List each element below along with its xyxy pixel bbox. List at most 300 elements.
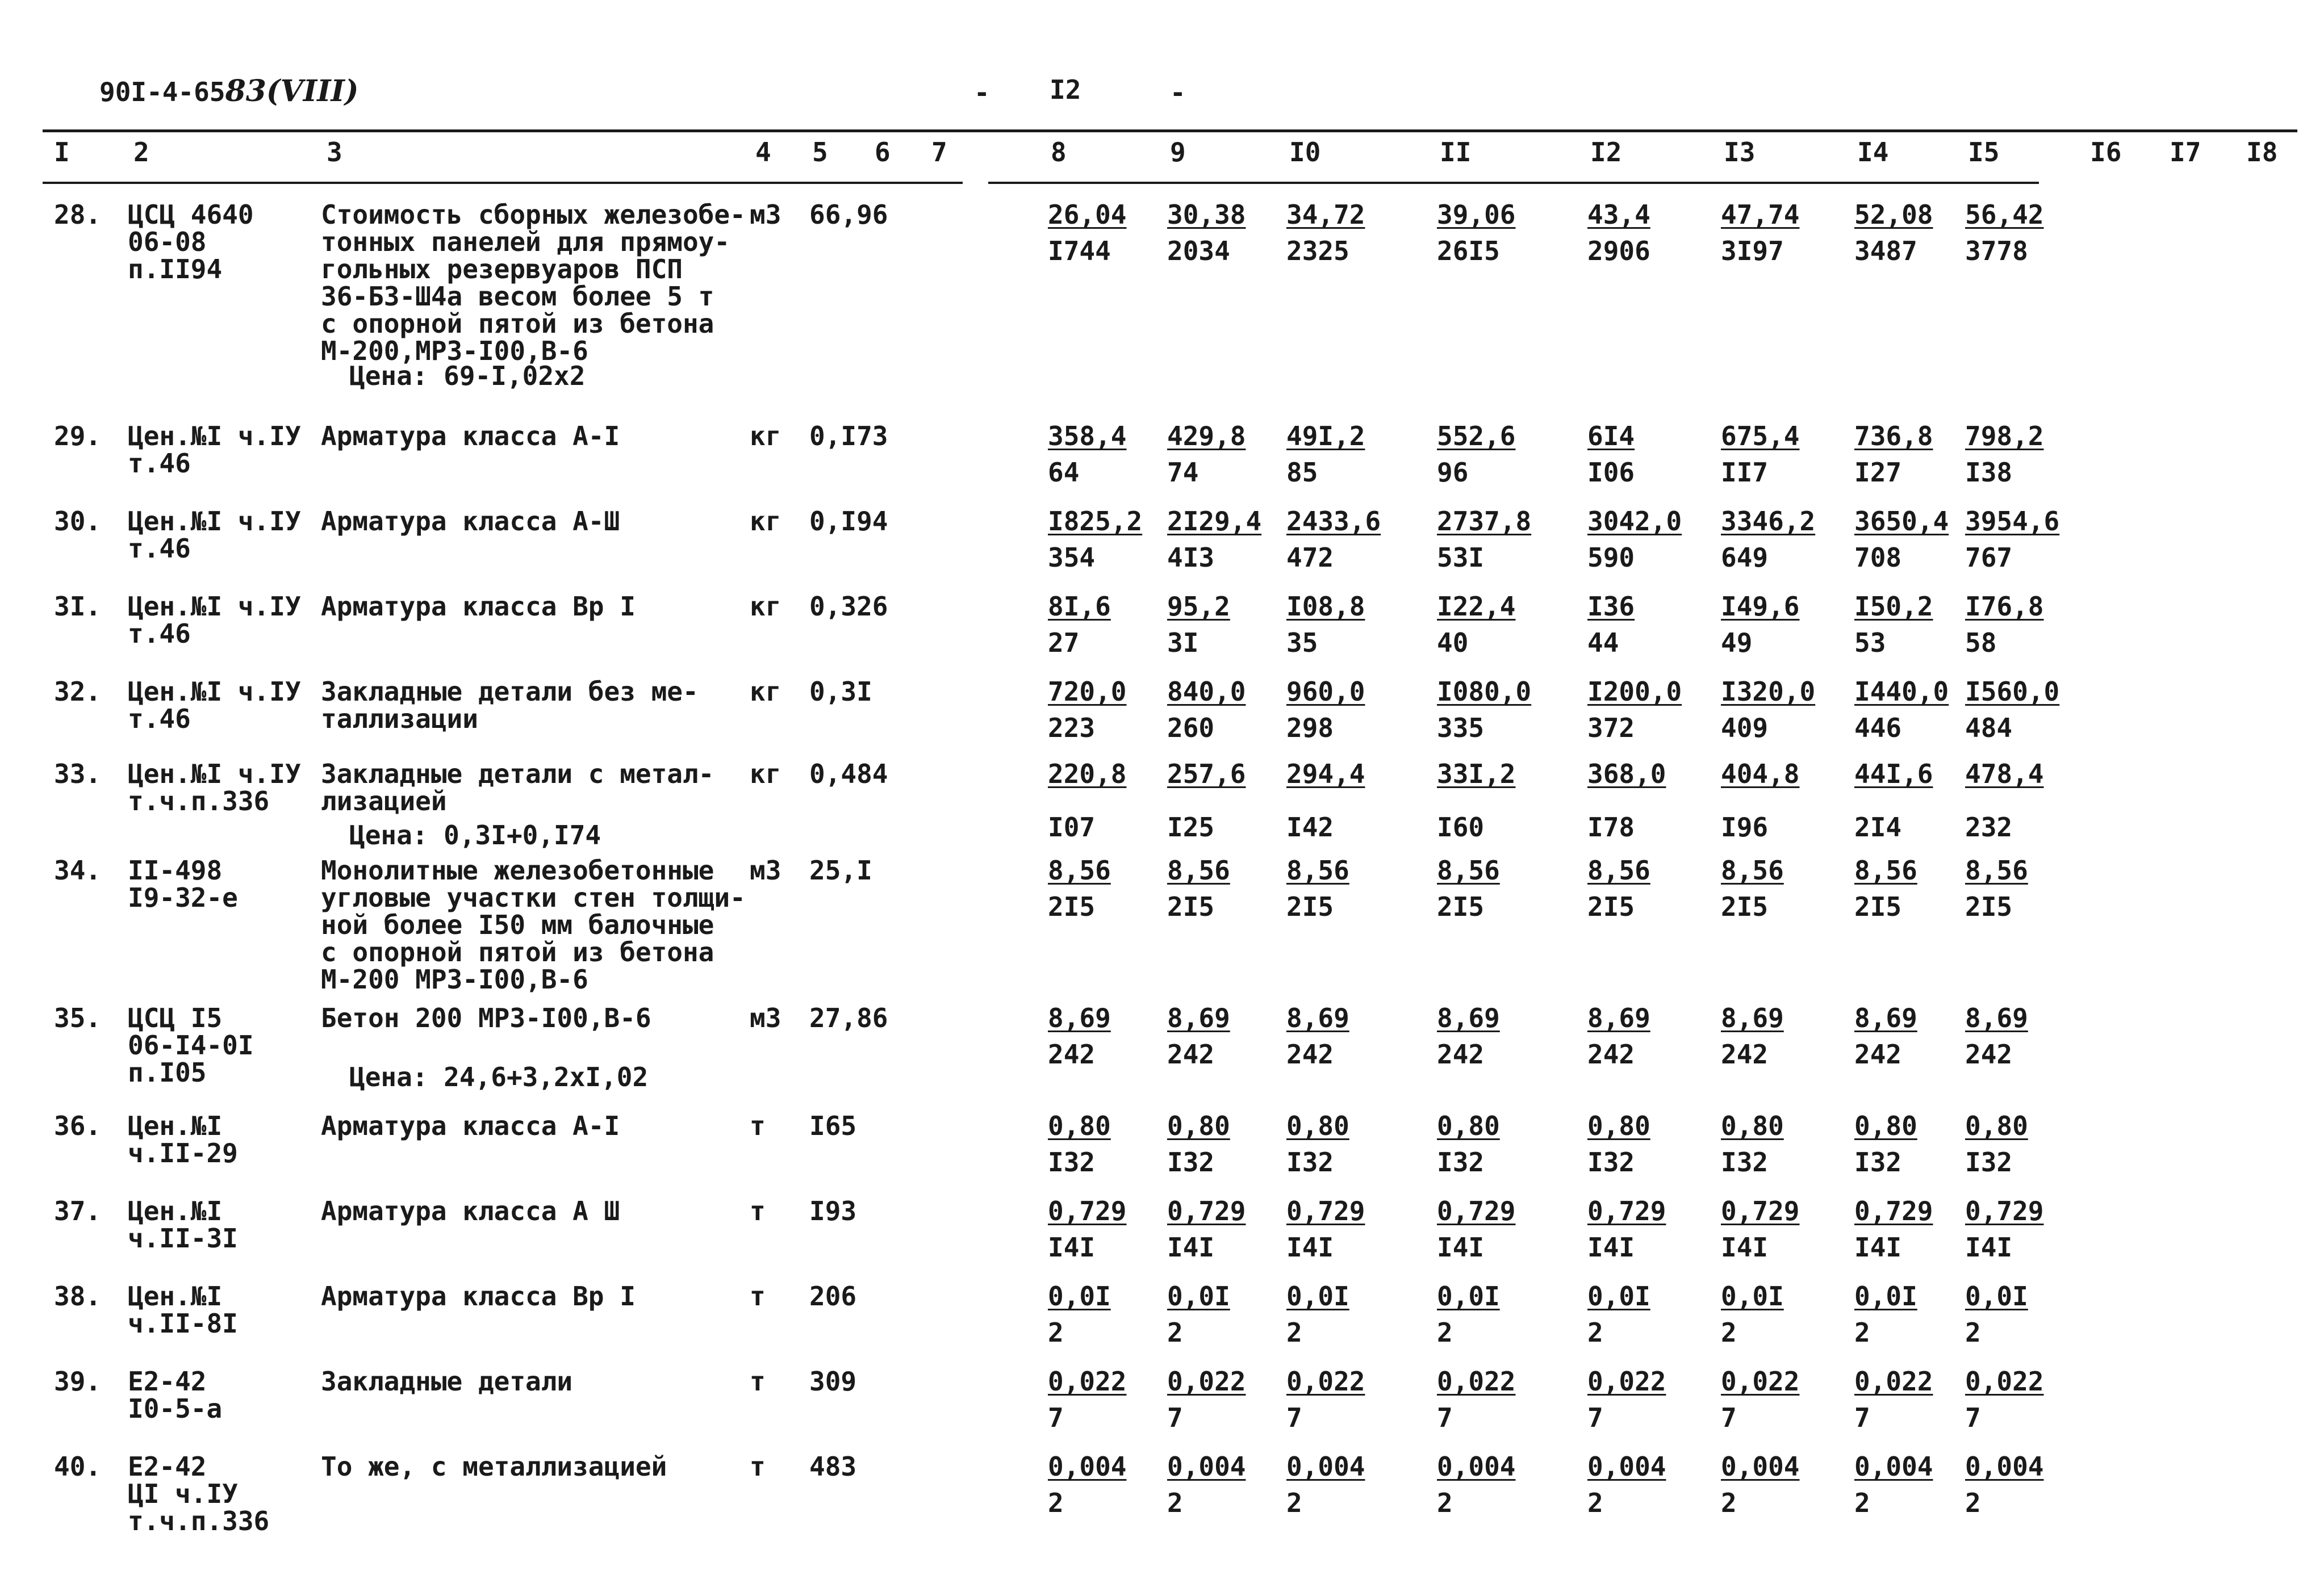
value-cost: I4I	[1437, 1232, 1485, 1263]
value-cell-col-11	[1437, 421, 1516, 488]
value-cost: 49	[1721, 627, 1753, 658]
value-quantity: 8,56	[1965, 855, 2028, 886]
value-cost: 7	[1587, 1402, 1603, 1433]
value-quantity: 0,0I	[1167, 1281, 1230, 1312]
value-quantity: 0,004	[1854, 1451, 1933, 1482]
value-cell-col-12	[1587, 1196, 1666, 1263]
value-quantity: 0,022	[1167, 1366, 1246, 1397]
value-quantity: 33I,2	[1437, 759, 1516, 789]
value-cell-col-9	[1167, 678, 1246, 741]
value-quantity: 675,4	[1721, 421, 1800, 451]
value-quantity: 30,38	[1167, 199, 1246, 230]
row-description-line: с опорной пятой из бетона	[321, 308, 714, 339]
value-cost: I4I	[1854, 1232, 1902, 1263]
value-cost: 7	[1167, 1402, 1183, 1433]
value-cost: I32	[1048, 1147, 1096, 1178]
value-cell-col-15	[1965, 508, 2059, 571]
value-quantity: 8,56	[1587, 855, 1650, 886]
header-rule-bottom-left	[43, 182, 963, 184]
value-cell-col-13	[1721, 1283, 1784, 1346]
value-quantity: 39,06	[1437, 199, 1516, 230]
row-rate: 0,I73	[809, 421, 888, 451]
value-quantity: I080,0	[1437, 676, 1532, 707]
value-cell-col-8	[1048, 759, 1127, 843]
value-quantity: 257,6	[1167, 759, 1246, 789]
value-quantity: 0,729	[1167, 1196, 1246, 1226]
value-cost: I32	[1854, 1147, 1902, 1178]
value-cost: 64	[1048, 457, 1080, 488]
value-cost: I4I	[1721, 1232, 1769, 1263]
value-cell-col-8	[1048, 1196, 1127, 1263]
value-cost: 3I97	[1721, 236, 1784, 266]
value-cost: 223	[1048, 713, 1096, 743]
value-cost: 7	[1721, 1402, 1737, 1433]
row-unit: т	[750, 1281, 766, 1312]
value-cell-col-13	[1721, 1111, 1784, 1178]
value-cost: I27	[1854, 457, 1902, 488]
value-cell-col-14	[1854, 1003, 1917, 1070]
value-quantity: 0,729	[1286, 1196, 1365, 1226]
value-cost: I07	[1048, 812, 1096, 843]
value-cost: I96	[1721, 812, 1769, 843]
value-quantity: 0,80	[1587, 1111, 1650, 1141]
value-quantity: 960,0	[1286, 676, 1365, 707]
value-cell-col-15	[1965, 1368, 2043, 1431]
value-quantity: 0,80	[1167, 1111, 1230, 1141]
value-quantity: 3346,2	[1721, 506, 1816, 537]
column-header-7: 7	[931, 137, 947, 167]
row-code-line: т.46	[128, 703, 191, 734]
value-cell-col-8	[1048, 678, 1126, 741]
value-cost: 446	[1854, 713, 1902, 743]
value-quantity: 2I29,4	[1167, 506, 1262, 537]
value-cell-col-12	[1587, 857, 1650, 920]
value-cost: 232	[1965, 812, 2013, 843]
value-cell-col-9	[1167, 1368, 1246, 1431]
value-cell-col-12	[1587, 1453, 1666, 1516]
value-quantity: 52,08	[1854, 199, 1933, 230]
value-cost: I4I	[1587, 1232, 1635, 1263]
row-number: 40.	[54, 1451, 102, 1482]
row-description-line: То же, с металлизацией	[321, 1451, 667, 1482]
value-quantity: 0,004	[1048, 1451, 1127, 1482]
value-cost: I06	[1587, 457, 1635, 488]
value-cell-col-13	[1721, 759, 1800, 843]
value-cell-col-12	[1587, 1003, 1650, 1070]
value-cost: 708	[1854, 542, 1902, 573]
value-cost: I60	[1437, 812, 1485, 843]
row-unit: кг	[750, 759, 781, 789]
value-quantity: 0,022	[1587, 1366, 1666, 1397]
value-cell-col-11	[1437, 508, 1531, 571]
row-description-line: Арматура класса Вр I	[321, 591, 636, 622]
value-cell-col-12	[1587, 199, 1650, 266]
value-quantity: 8,56	[1048, 855, 1111, 886]
value-cost: 40	[1437, 627, 1469, 658]
value-cost: 2I5	[1048, 891, 1096, 922]
value-cost: I32	[1965, 1147, 2013, 1178]
value-cell-col-8	[1048, 593, 1111, 656]
value-cost: 2I5	[1854, 891, 1902, 922]
row-code-line: Цен.№I	[128, 1196, 223, 1226]
value-cost: 2I4	[1854, 812, 1902, 843]
value-cell-col-10	[1286, 199, 1365, 266]
value-quantity: 0,729	[1721, 1196, 1800, 1226]
value-cost: 2	[1587, 1317, 1603, 1348]
row-description-line: М-200,МРЗ-I00,В-6	[321, 336, 588, 366]
value-quantity: 0,80	[1965, 1111, 2028, 1141]
value-quantity: 0,0I	[1587, 1281, 1650, 1312]
value-cell-col-14	[1854, 1196, 1933, 1263]
value-quantity: 0,80	[1286, 1111, 1349, 1141]
value-cost: II7	[1721, 457, 1769, 488]
column-header-11: II	[1440, 137, 1472, 167]
value-cost: 335	[1437, 713, 1485, 743]
value-cell-col-9	[1167, 759, 1246, 843]
value-quantity: 220,8	[1048, 759, 1127, 789]
row-rate: 0,484	[809, 759, 888, 789]
row-code	[128, 199, 254, 284]
value-cell-col-15	[1965, 593, 2043, 656]
row-number: 38.	[54, 1281, 102, 1312]
value-quantity: 0,729	[1965, 1196, 2044, 1226]
value-cell-col-9	[1167, 593, 1230, 656]
value-quantity: 720,0	[1048, 676, 1127, 707]
document-code-printed: 90I-4-65	[99, 77, 225, 107]
value-cost: 2	[1167, 1317, 1183, 1348]
row-description-line: Закладные детали с метал-	[321, 759, 714, 789]
value-cost: 53I	[1437, 542, 1485, 573]
row-unit: т	[750, 1196, 766, 1226]
value-quantity: 47,74	[1721, 199, 1800, 230]
value-quantity: I36	[1587, 591, 1635, 622]
row-number: 37.	[54, 1196, 102, 1226]
value-cell-col-12	[1587, 1283, 1650, 1346]
value-cell-col-11	[1437, 199, 1516, 266]
value-cell-col-11	[1437, 1196, 1516, 1263]
value-quantity: 0,004	[1965, 1451, 2044, 1482]
row-unit: т	[750, 1451, 766, 1482]
value-cell-col-9	[1167, 1003, 1230, 1070]
value-quantity: I440,0	[1854, 676, 1949, 707]
value-quantity: 8,69	[1721, 1003, 1784, 1033]
row-description-line: тонных панелей для прямоу-	[321, 227, 730, 257]
row-code	[128, 593, 301, 647]
value-quantity: 840,0	[1167, 676, 1246, 707]
row-description	[321, 423, 620, 449]
row-unit: м3	[750, 855, 781, 886]
row-code-line: ЦСЦ 4640	[128, 199, 254, 230]
value-cost: 767	[1965, 542, 2013, 573]
row-description	[321, 506, 620, 537]
value-quantity: 736,8	[1854, 421, 1933, 451]
value-quantity: 44I,6	[1854, 759, 1933, 789]
value-cell-col-14	[1854, 1283, 1917, 1346]
value-cell-col-9	[1167, 1111, 1230, 1178]
value-quantity: 95,2	[1167, 591, 1230, 622]
value-quantity: 358,4	[1048, 421, 1127, 451]
value-cell-col-13	[1721, 421, 1800, 488]
value-quantity: 0,004	[1286, 1451, 1365, 1482]
value-cost: 260	[1167, 713, 1215, 743]
value-cost: 590	[1587, 542, 1635, 573]
value-quantity: 8,69	[1965, 1003, 2028, 1033]
value-cost: 2	[1048, 1488, 1064, 1518]
value-quantity: 8,69	[1437, 1003, 1500, 1033]
row-code	[128, 1283, 238, 1337]
value-cell-col-9	[1167, 1196, 1246, 1263]
value-cost: 2I5	[1167, 891, 1215, 922]
row-number: 34.	[54, 855, 102, 886]
value-quantity: 0,80	[1854, 1111, 1917, 1141]
value-cost: I25	[1167, 812, 1215, 843]
value-cost: 2034	[1167, 236, 1230, 266]
row-rate: 66,96	[809, 199, 888, 230]
value-cell-col-15	[1965, 678, 2059, 741]
row-rate: I93	[809, 1196, 857, 1226]
value-cost: 2I5	[1721, 891, 1769, 922]
value-quantity: 0,0I	[1854, 1281, 1917, 1312]
row-number: 39.	[54, 1366, 102, 1397]
value-cell-col-13	[1721, 678, 1815, 741]
value-quantity: 8,69	[1167, 1003, 1230, 1033]
value-cost: I4I	[1965, 1232, 2013, 1263]
row-description	[321, 855, 746, 995]
row-description-line: Арматура класса А-I	[321, 421, 620, 451]
value-cost: I32	[1167, 1147, 1215, 1178]
value-cost: 484	[1965, 713, 2013, 743]
value-cost: I4I	[1167, 1232, 1215, 1263]
value-cost: 3487	[1854, 236, 1917, 266]
value-quantity: 0,0I	[1965, 1281, 2028, 1312]
column-header-1: I	[54, 137, 70, 167]
value-cell-col-8	[1048, 1111, 1111, 1178]
value-cell-col-10	[1286, 857, 1349, 920]
row-description	[321, 1198, 620, 1224]
value-cell-col-11	[1437, 678, 1531, 741]
value-quantity: 0,80	[1437, 1111, 1500, 1141]
value-cell-col-15	[1965, 857, 2028, 920]
row-price-note: Цена: 0,3I+0,I74	[349, 820, 601, 851]
value-quantity: 43,4	[1587, 199, 1650, 230]
value-cost: 2I5	[1286, 891, 1334, 922]
value-quantity: 0,022	[1854, 1366, 1933, 1397]
value-cost: I4I	[1048, 1232, 1096, 1263]
value-quantity: 0,0I	[1048, 1281, 1111, 1312]
value-cost: 3I	[1167, 627, 1199, 658]
row-code-line: т.46	[128, 618, 191, 649]
value-cell-col-10	[1286, 1368, 1365, 1431]
header-rule-bottom-right	[988, 182, 2039, 184]
row-description-line: гольных резервуаров ПСП	[321, 254, 683, 284]
value-cost: 242	[1854, 1039, 1902, 1070]
value-cell-col-14	[1854, 593, 1933, 656]
value-cell-col-12	[1587, 759, 1666, 843]
column-header-2: 2	[133, 137, 149, 167]
value-quantity: I825,2	[1048, 506, 1143, 537]
value-cost: 2	[1437, 1317, 1453, 1348]
value-cost: 2	[1167, 1488, 1183, 1518]
value-cell-col-15	[1965, 1453, 2043, 1516]
value-cell-col-11	[1437, 593, 1515, 656]
row-code-line: 06-I4-0I	[128, 1030, 254, 1061]
row-description-line: М-200 МРЗ-I00,В-6	[321, 964, 588, 995]
value-quantity: 0,0I	[1437, 1281, 1500, 1312]
page-dash-right: -	[1170, 77, 1186, 108]
value-cell-col-14	[1854, 759, 1933, 843]
value-cell-col-10	[1286, 421, 1365, 488]
value-quantity: 0,004	[1437, 1451, 1516, 1482]
value-cell-col-11	[1437, 1111, 1500, 1178]
value-cost: 2	[1965, 1488, 1981, 1518]
value-quantity: 0,022	[1721, 1366, 1800, 1397]
column-header-14: I4	[1857, 137, 1889, 167]
value-quantity: 2433,6	[1286, 506, 1381, 537]
value-cell-col-10	[1286, 1003, 1349, 1070]
row-unit: кг	[750, 591, 781, 622]
value-quantity: 0,0I	[1286, 1281, 1349, 1312]
value-cell-col-9	[1167, 421, 1246, 488]
row-price-note: Цена: 69-I,02х2	[349, 361, 586, 391]
row-description-line: Монолитные железобетонные	[321, 855, 714, 886]
value-cost: 242	[1048, 1039, 1096, 1070]
document-code	[99, 74, 359, 108]
value-cost: 649	[1721, 542, 1769, 573]
row-code	[128, 1196, 238, 1254]
value-cell-col-13	[1721, 857, 1784, 920]
row-description-line: Стоимость сборных железобе-	[321, 199, 746, 230]
value-cost: I42	[1286, 812, 1334, 843]
row-price-note: Цена: 24,6+3,2хI,02	[349, 1062, 649, 1092]
value-quantity: 294,4	[1286, 759, 1365, 789]
value-cost: 7	[1965, 1402, 1981, 1433]
value-cell-col-8	[1048, 1003, 1111, 1070]
value-cell-col-15	[1965, 199, 2044, 266]
row-description	[321, 1113, 620, 1139]
value-quantity: I200,0	[1587, 676, 1682, 707]
value-cell-col-15	[1965, 1003, 2028, 1070]
value-cell-col-14	[1854, 199, 1933, 266]
value-quantity: I08,8	[1286, 591, 1365, 622]
row-number: 28.	[54, 199, 102, 230]
row-number: 3I.	[54, 591, 102, 622]
value-cost: 58	[1965, 627, 1997, 658]
column-header-18: I8	[2246, 137, 2278, 167]
value-cost: 7	[1048, 1402, 1064, 1433]
value-quantity: 429,8	[1167, 421, 1246, 451]
value-quantity: I560,0	[1965, 676, 2060, 707]
row-code-line: 06-08	[128, 227, 207, 257]
page-number: I2	[1050, 74, 1081, 105]
value-cell-col-15	[1965, 1283, 2028, 1346]
row-code	[128, 1368, 222, 1422]
value-quantity: I50,2	[1854, 591, 1933, 622]
row-code	[128, 678, 301, 732]
value-cell-col-8	[1048, 421, 1127, 488]
value-cell-col-12	[1587, 593, 1635, 656]
value-quantity: 8,56	[1854, 855, 1917, 886]
value-cost: 7	[1286, 1402, 1302, 1433]
value-quantity: 404,8	[1721, 759, 1800, 789]
value-cell-col-13	[1721, 1368, 1799, 1431]
value-cost: 372	[1587, 713, 1635, 743]
value-cost: 2	[1854, 1317, 1870, 1348]
value-cost: 2	[1286, 1488, 1302, 1518]
value-cell-col-8	[1048, 1368, 1126, 1431]
value-cost: 2I5	[1437, 891, 1485, 922]
value-cell-col-13	[1721, 1003, 1784, 1070]
row-code-line: Е2-42	[128, 1366, 207, 1397]
value-quantity: 552,6	[1437, 421, 1516, 451]
row-description	[321, 1005, 651, 1031]
value-cost: I4I	[1286, 1232, 1334, 1263]
row-rate: 0,I94	[809, 506, 888, 537]
value-cost: I32	[1721, 1147, 1769, 1178]
row-code-line: ЦI ч.IУ	[128, 1478, 238, 1509]
row-unit: т	[750, 1111, 766, 1141]
row-unit: кг	[750, 421, 781, 451]
row-code-line: Цен.№I ч.IУ	[128, 591, 301, 622]
value-cost: 74	[1167, 457, 1199, 488]
value-cell-col-11	[1437, 1368, 1515, 1431]
row-unit: м3	[750, 199, 781, 230]
row-unit: кг	[750, 506, 781, 537]
value-quantity: 3650,4	[1854, 506, 1949, 537]
value-quantity: 0,80	[1048, 1111, 1111, 1141]
row-number: 30.	[54, 506, 102, 537]
value-cell-col-12	[1587, 1368, 1666, 1431]
row-code-line: Цен.№I ч.IУ	[128, 506, 301, 537]
row-description-line: лизацией	[321, 786, 447, 816]
row-description-line: с опорной пятой из бетона	[321, 937, 714, 967]
row-code-line: Цен.№I ч.IУ	[128, 421, 301, 451]
value-cost: 2	[1587, 1488, 1603, 1518]
row-rate: 25,I	[809, 855, 872, 886]
row-code	[128, 1453, 269, 1534]
value-quantity: I320,0	[1721, 676, 1816, 707]
value-quantity: 34,72	[1286, 199, 1365, 230]
value-cell-col-15	[1965, 1111, 2028, 1178]
value-cell-col-11	[1437, 759, 1516, 843]
value-quantity: 2737,8	[1437, 506, 1532, 537]
value-cell-col-11	[1437, 1453, 1515, 1516]
value-quantity: 8,69	[1286, 1003, 1349, 1033]
value-cell-col-13	[1721, 593, 1799, 656]
value-cell-col-9	[1167, 857, 1230, 920]
row-code-line: т.46	[128, 448, 191, 479]
header-rule-top	[43, 129, 2297, 132]
row-code	[128, 1113, 238, 1166]
value-cost: 2325	[1286, 236, 1349, 266]
column-header-8: 8	[1051, 137, 1067, 167]
value-cost: 4I3	[1167, 542, 1215, 573]
row-code	[128, 761, 301, 814]
value-cell-col-14	[1854, 421, 1933, 488]
row-rate: 0,3I	[809, 676, 872, 707]
column-header-10: I0	[1289, 137, 1321, 167]
value-cell-col-8	[1048, 199, 1127, 266]
value-quantity: 0,80	[1721, 1111, 1784, 1141]
row-unit: т	[750, 1366, 766, 1397]
value-cell-col-14	[1854, 1453, 1933, 1516]
value-quantity: 8,56	[1437, 855, 1500, 886]
value-cell-col-12	[1587, 678, 1682, 741]
row-number: 32.	[54, 676, 102, 707]
value-cost: 2	[1854, 1488, 1870, 1518]
value-cell-col-10	[1286, 593, 1365, 656]
value-cost: 44	[1587, 627, 1619, 658]
page-dash-left: -	[974, 77, 990, 108]
